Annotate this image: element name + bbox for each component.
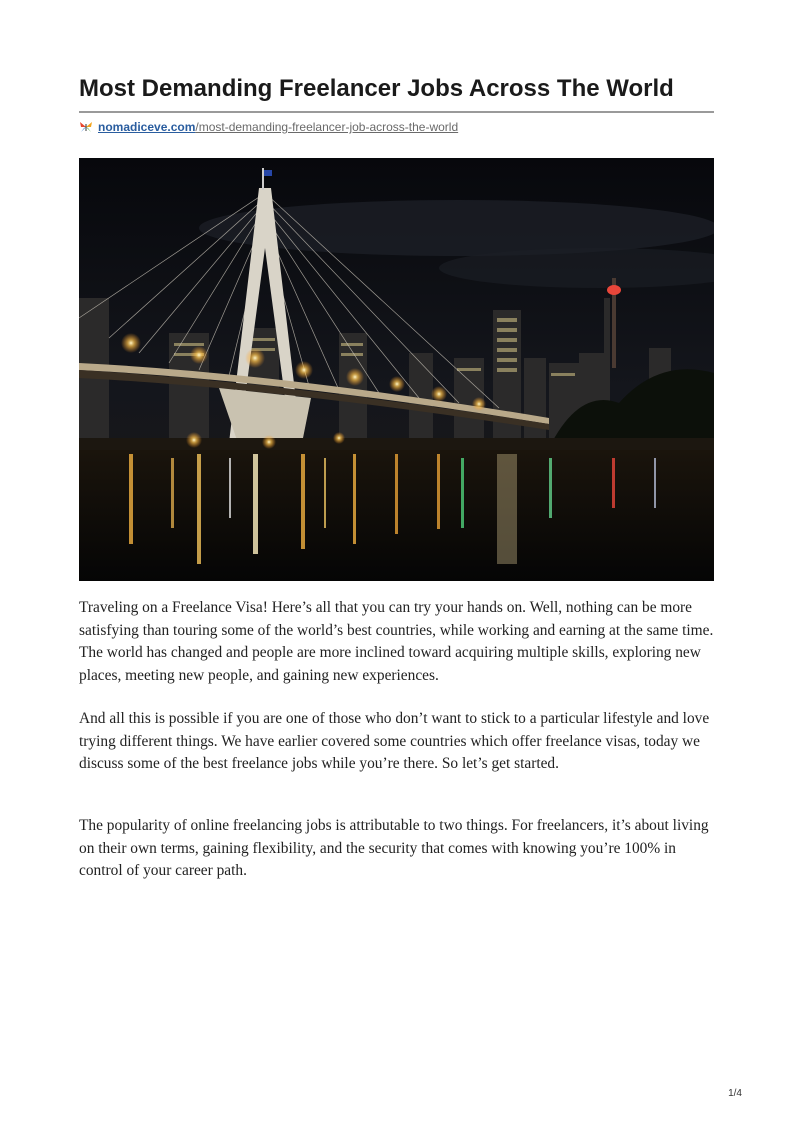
page-number: 1/4 [728, 1088, 742, 1099]
paragraph-popularity: The popularity of online freelancing jobs is attributable to two things. For freelancers, it’s about living on their own terms, gaining flexibility, and the security that comes with knowing you’re 100% in control of your career path. [79, 817, 709, 880]
paragraph-lifestyle: And all this is possible if you are one of those who don’t want to stick to a particular lifestyle and love trying different things. We have earlier covered some countries which offer freelance visas, today we discuss some of the best freelance jobs while you’re there. So let’s get started. [79, 710, 710, 773]
source-link[interactable] [79, 118, 458, 136]
paragraph-intro: Traveling on a Freelance Visa! Here’s all that you can try your hands on. Well, nothing can be more satisfying than touring some of the world’s best countries, while working and earning at the same time. The world has changed and people are more inclined toward acquiring multiple skills, exploring new places, meeting new people, and gaining new experiences. [79, 599, 714, 684]
butterfly-logo-icon [79, 121, 93, 133]
source-domain[interactable]: nomadiceve.com [98, 120, 196, 134]
source-path[interactable]: /most-demanding-freelancer-job-across-the-world [195, 120, 459, 134]
page-title: Most Demanding Freelancer Jobs Across The World [79, 75, 674, 102]
title-divider [79, 111, 714, 113]
night-city-bridge-photo [79, 158, 714, 581]
